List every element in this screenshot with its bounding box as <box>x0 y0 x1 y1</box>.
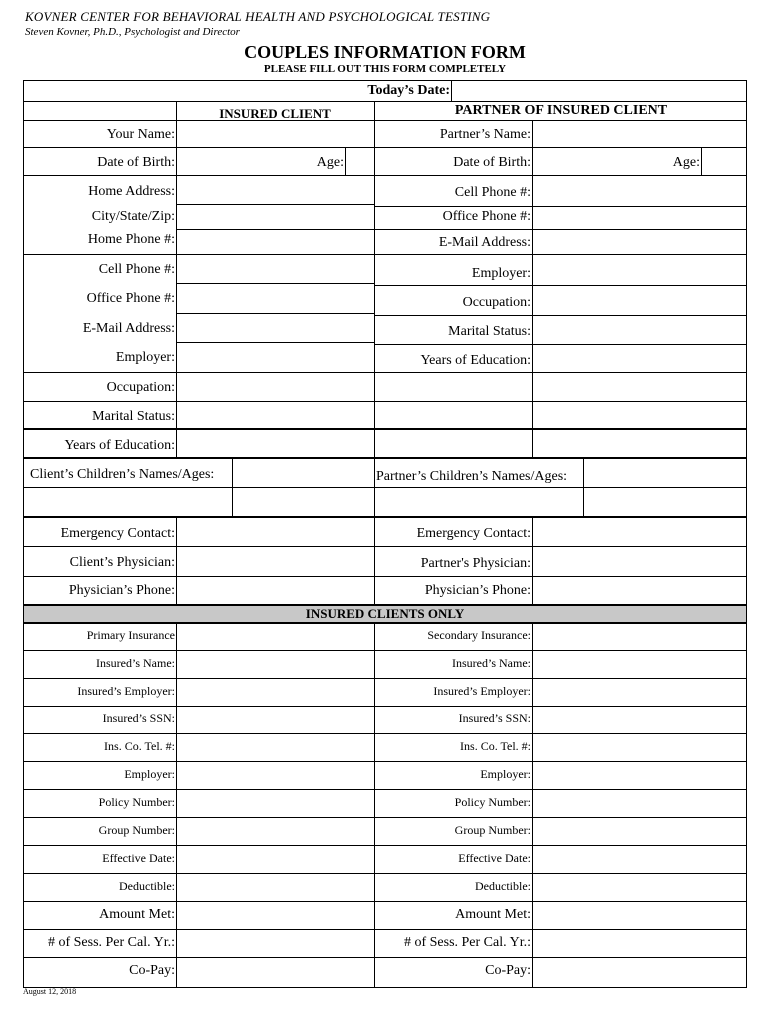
client-email-label: E-Mail Address: <box>82 321 175 336</box>
primary-insurance-field[interactable] <box>177 624 374 650</box>
secondary-insurance-field[interactable] <box>533 624 746 650</box>
insured-employer-field-2[interactable] <box>533 679 746 706</box>
partner-occupation-label: Occupation: <box>462 295 531 310</box>
partner-physician-label: Partner's Physician: <box>420 556 531 571</box>
client-physician-label: Client’s Physician: <box>69 555 175 570</box>
client-cell-phone-field[interactable] <box>177 255 374 283</box>
client-education-field[interactable] <box>177 430 374 456</box>
effective-date-field-2[interactable] <box>533 846 746 873</box>
insured-name-label-2: Insured’s Name: <box>452 656 531 670</box>
client-home-address-label: Home Address: <box>88 184 175 199</box>
form-subtitle: PLEASE FILL OUT THIS FORM COMPLETELY <box>263 63 507 75</box>
partner-office-phone-label: Office Phone #: <box>442 209 531 224</box>
policy-number-label-2: Policy Number: <box>454 795 531 809</box>
partner-marital-field[interactable] <box>533 316 746 344</box>
client-name-field[interactable] <box>177 121 374 147</box>
insured-ssn-label-2: Insured’s SSN: <box>458 711 531 725</box>
partner-emergency-label: Emergency Contact: <box>416 526 531 541</box>
copay-field-2[interactable] <box>533 958 746 987</box>
partner-heading: PARTNER OF INSURED CLIENT <box>454 103 668 118</box>
partner-cell-phone-label: Cell Phone #: <box>454 185 531 200</box>
partner-employer-label: Employer: <box>471 266 531 281</box>
partner-email-label: E-Mail Address: <box>438 235 531 250</box>
ins-tel-label-1: Ins. Co. Tel. #: <box>104 739 175 753</box>
client-physician-phone-label: Physician’s Phone: <box>68 583 175 598</box>
partner-cell-phone-field[interactable] <box>533 176 746 206</box>
client-office-phone-field[interactable] <box>177 284 374 313</box>
insured-employer-label-1: Insured’s Employer: <box>77 684 175 698</box>
partner-physician-phone-label: Physician’s Phone: <box>424 583 531 598</box>
effective-date-field-1[interactable] <box>177 846 374 873</box>
client-dob-field[interactable] <box>177 148 297 175</box>
partner-office-phone-field[interactable] <box>533 207 746 229</box>
partner-dob-label: Date of Birth: <box>453 155 531 170</box>
client-home-phone-label: Home Phone #: <box>87 232 175 247</box>
client-marital-label: Marital Status: <box>92 409 175 424</box>
partner-physician-field[interactable] <box>533 547 746 576</box>
partner-name-label: Partner’s Name: <box>439 127 531 142</box>
insured-ssn-label-1: Insured’s SSN: <box>102 711 175 725</box>
amount-met-field-2[interactable] <box>533 902 746 929</box>
copay-label-2: Co-Pay: <box>485 963 531 978</box>
client-physician-field[interactable] <box>177 547 374 576</box>
todays-date-field[interactable] <box>451 81 746 101</box>
effective-date-label-2: Effective Date: <box>458 851 531 865</box>
client-employer-field[interactable] <box>177 343 374 372</box>
insured-client-heading: INSURED CLIENT <box>219 106 331 121</box>
partner-age-field[interactable] <box>702 148 746 175</box>
group-number-field-2[interactable] <box>533 818 746 845</box>
partner-emergency-field[interactable] <box>533 518 746 546</box>
partner-employer-field[interactable] <box>533 255 746 285</box>
partner-children-field-1[interactable] <box>584 458 746 487</box>
client-office-phone-label: Office Phone #: <box>86 291 175 306</box>
form-title: COUPLES INFORMATION FORM <box>244 42 526 62</box>
client-employer-label: Employer: <box>115 350 175 365</box>
client-occupation-field[interactable] <box>177 373 374 401</box>
client-name-label: Your Name: <box>106 127 175 142</box>
org-name: KOVNER CENTER FOR BEHAVIORAL HEALTH AND PSYCHOLOGICAL TESTING <box>25 9 491 24</box>
client-children-field-2[interactable] <box>24 488 374 516</box>
client-age-label: Age: <box>316 155 344 170</box>
client-emergency-label: Emergency Contact: <box>60 526 175 541</box>
policy-number-field-2[interactable] <box>533 790 746 817</box>
client-children-label: Client’s Children’s Names/Ages: <box>30 467 215 482</box>
group-number-label-2: Group Number: <box>454 823 531 837</box>
sessions-field-2[interactable] <box>533 930 746 957</box>
secondary-insurance-label: Secondary Insurance: <box>427 628 531 642</box>
insured-name-label-1: Insured’s Name: <box>96 656 175 670</box>
deductible-field-2[interactable] <box>533 874 746 901</box>
client-education-label: Years of Education: <box>64 438 175 453</box>
todays-date-label: Today’s Date: <box>367 83 450 98</box>
ins-tel-label-2: Ins. Co. Tel. #: <box>460 739 531 753</box>
insured-employer-field-1[interactable] <box>177 679 374 706</box>
client-home-phone-field[interactable] <box>177 230 374 254</box>
copay-field-1[interactable] <box>177 958 374 987</box>
effective-date-label-1: Effective Date: <box>102 851 175 865</box>
client-email-field[interactable] <box>177 314 374 342</box>
client-children-field-1[interactable] <box>233 458 374 487</box>
policy-number-label-1: Policy Number: <box>98 795 175 809</box>
client-marital-field[interactable] <box>177 402 374 428</box>
employer-field-1[interactable] <box>177 762 374 789</box>
director-name: Steven Kovner, Ph.D., Psychologist and Director <box>25 26 240 38</box>
amount-met-label-2: Amount Met: <box>455 907 531 922</box>
ins-tel-field-1[interactable] <box>177 734 374 761</box>
deductible-field-1[interactable] <box>177 874 374 901</box>
partner-marital-label: Marital Status: <box>448 324 531 339</box>
partner-dob-field[interactable] <box>533 148 663 175</box>
group-number-field-1[interactable] <box>177 818 374 845</box>
policy-number-field-1[interactable] <box>177 790 374 817</box>
client-occupation-label: Occupation: <box>106 380 175 395</box>
insured-ssn-field-2[interactable] <box>533 707 746 733</box>
partner-children-field-2[interactable] <box>375 488 746 516</box>
client-dob-label: Date of Birth: <box>97 155 175 170</box>
copay-label-1: Co-Pay: <box>129 963 175 978</box>
partner-email-field[interactable] <box>533 230 746 254</box>
partner-physician-phone-field[interactable] <box>533 577 746 604</box>
group-number-label-1: Group Number: <box>98 823 175 837</box>
amount-met-label-1: Amount Met: <box>99 907 175 922</box>
footer-date: August 12, 2018 <box>23 987 77 996</box>
sessions-label-2: # of Sess. Per Cal. Yr.: <box>403 935 531 950</box>
insured-clients-only-heading: INSURED CLIENTS ONLY <box>24 604 746 623</box>
client-emergency-field[interactable] <box>177 518 374 546</box>
insured-name-field-1[interactable] <box>177 651 374 678</box>
partner-education-field[interactable] <box>533 345 746 372</box>
partner-education-label: Years of Education: <box>420 353 531 368</box>
client-physician-phone-field[interactable] <box>177 577 374 604</box>
employer-field-2[interactable] <box>533 762 746 789</box>
sessions-label-1: # of Sess. Per Cal. Yr.: <box>47 935 175 950</box>
insured-employer-label-2: Insured’s Employer: <box>433 684 531 698</box>
insured-name-field-2[interactable] <box>533 651 746 678</box>
employer-label-1: Employer: <box>124 767 175 781</box>
client-cell-phone-label: Cell Phone #: <box>98 262 175 277</box>
partner-age-label: Age: <box>672 155 700 170</box>
primary-insurance-label: Primary Insurance <box>86 628 175 642</box>
deductible-label-2: Deductible: <box>475 879 531 893</box>
partner-children-label: Partner’s Children’s Names/Ages: <box>376 469 568 484</box>
client-age-field[interactable] <box>346 148 374 175</box>
employer-label-2: Employer: <box>480 767 531 781</box>
client-city-label: City/State/Zip: <box>91 209 175 224</box>
insured-ssn-field-1[interactable] <box>177 707 374 733</box>
client-city-field[interactable] <box>177 205 374 229</box>
sessions-field-1[interactable] <box>177 930 374 957</box>
partner-name-field[interactable] <box>533 121 746 147</box>
partner-occupation-field[interactable] <box>533 286 746 315</box>
deductible-label-1: Deductible: <box>119 879 175 893</box>
client-home-address-field[interactable] <box>177 176 374 204</box>
amount-met-field-1[interactable] <box>177 902 374 929</box>
ins-tel-field-2[interactable] <box>533 734 746 761</box>
